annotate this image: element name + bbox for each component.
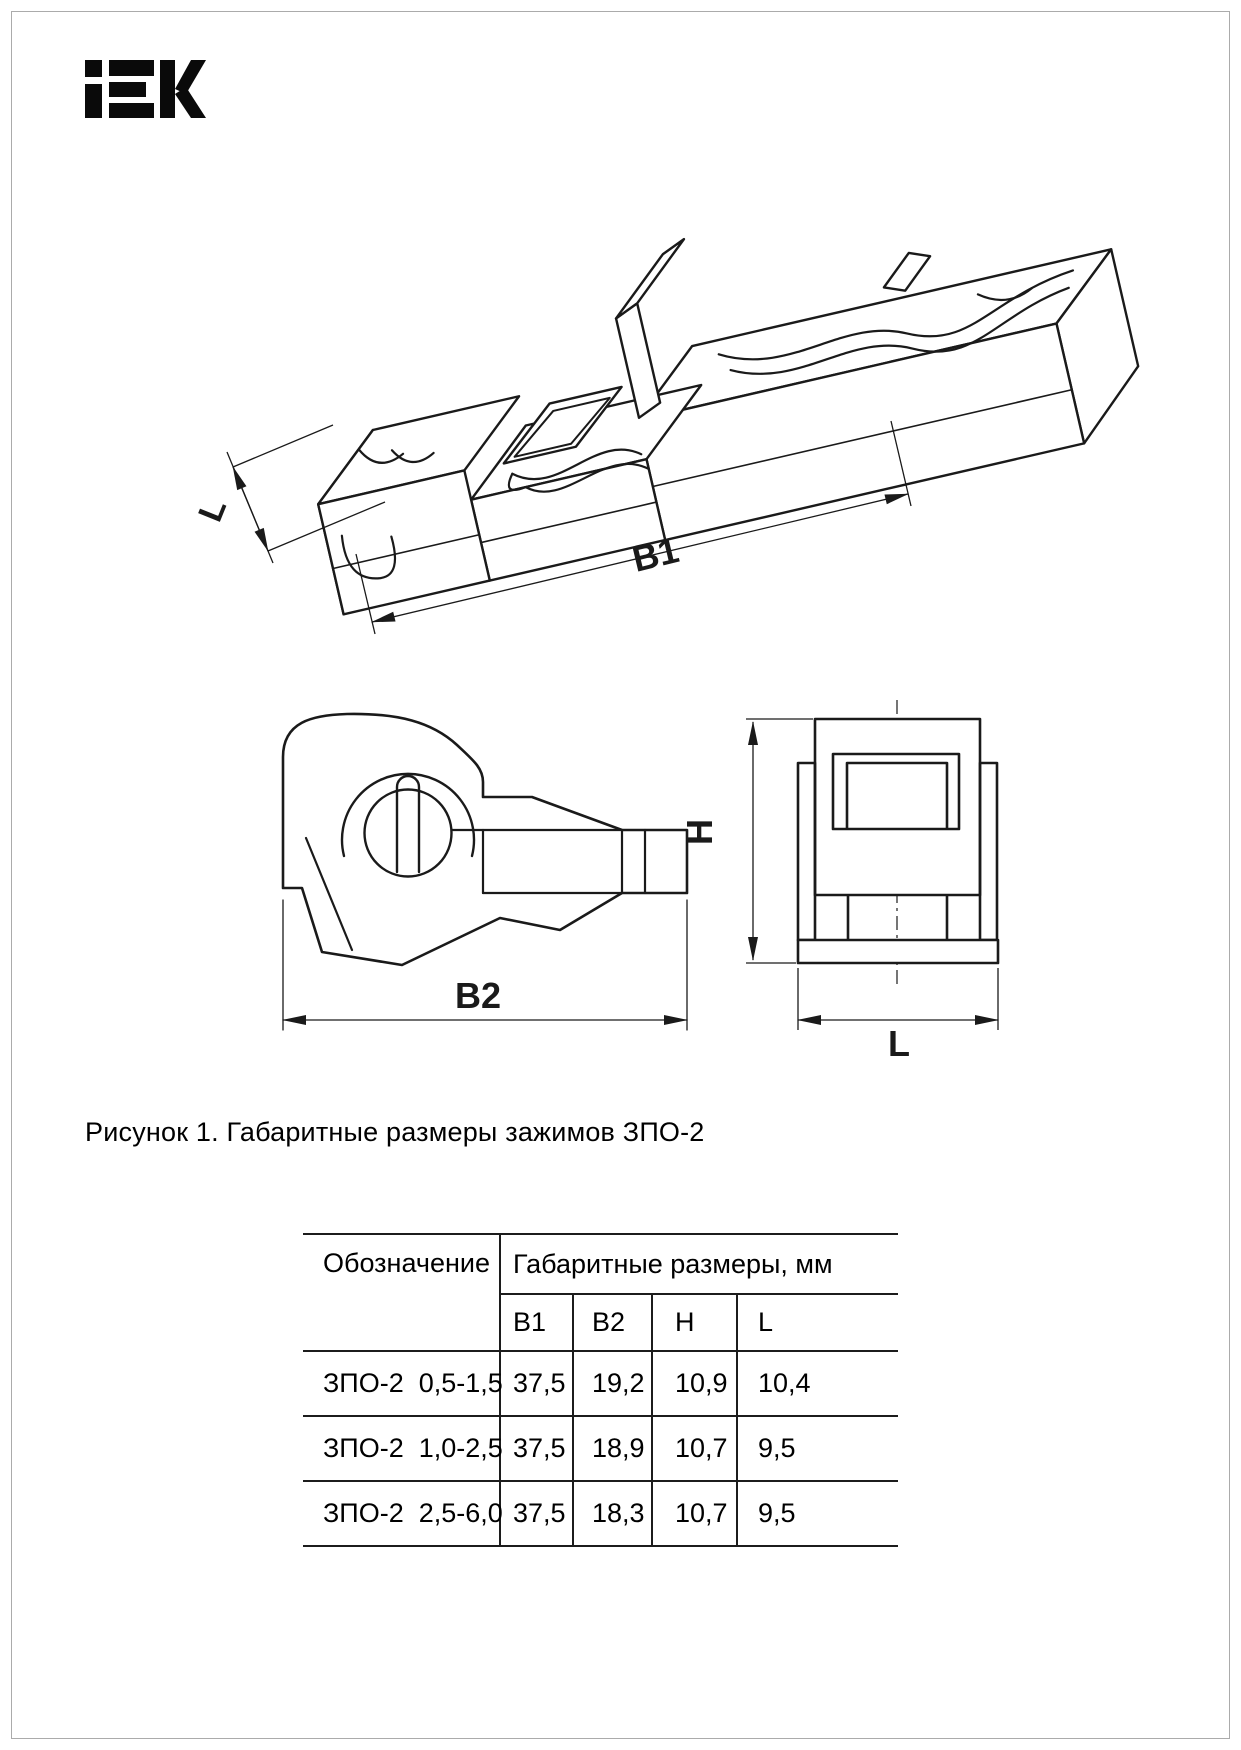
cell-l: 9,5 [737, 1481, 898, 1546]
table-header-l: L [737, 1294, 898, 1351]
table-header-designation: Обозначение [303, 1234, 500, 1351]
iso-l-label: L [191, 493, 235, 527]
front-l-label: L [888, 1023, 910, 1064]
table-row [303, 1481, 898, 1546]
table-header-h: H [652, 1294, 737, 1351]
cell-l: 10,4 [737, 1351, 898, 1416]
cell-b2: 18,9 [573, 1416, 652, 1481]
cell-b1: 37,5 [500, 1481, 573, 1546]
side-b2-label: B2 [455, 975, 502, 1016]
figure-caption: Рисунок 1. Габаритные размеры зажимов ЗПО-2 [85, 1117, 705, 1147]
front-h-dimension [746, 719, 813, 963]
front-h-label: H [679, 819, 720, 845]
table-header-b1: B1 [500, 1294, 573, 1351]
cell-b2: 18,3 [573, 1481, 652, 1546]
table-row [303, 1416, 898, 1481]
cell-h: 10,9 [652, 1351, 737, 1416]
cell-b1: 37,5 [513, 1368, 566, 1398]
cell-designation: ЗПО-2 1,0-2,5 [303, 1416, 500, 1481]
iso-b1-label: B1 [628, 529, 683, 580]
cell-h: 10,7 [652, 1416, 737, 1481]
front-view-drawing [746, 700, 998, 1030]
table-row [303, 1351, 898, 1416]
cell-designation: ЗПО-2 2,5-6,0 [303, 1481, 500, 1546]
cell-b2: 19,2 [573, 1351, 652, 1416]
isometric-view-drawing [191, 146, 1152, 634]
dimensions-table [303, 1233, 898, 1547]
cell-h: 10,7 [652, 1481, 737, 1546]
cell-b1: 37,5 [500, 1416, 573, 1481]
table-header-b2: B2 [573, 1294, 652, 1351]
table-header-dimensions-group: Габаритные размеры, мм [500, 1234, 898, 1294]
cell-designation: ЗПО-2 0,5-1,5 [303, 1351, 500, 1416]
cell-l: 9,5 [737, 1416, 898, 1481]
front-l-dimension [798, 968, 998, 1030]
